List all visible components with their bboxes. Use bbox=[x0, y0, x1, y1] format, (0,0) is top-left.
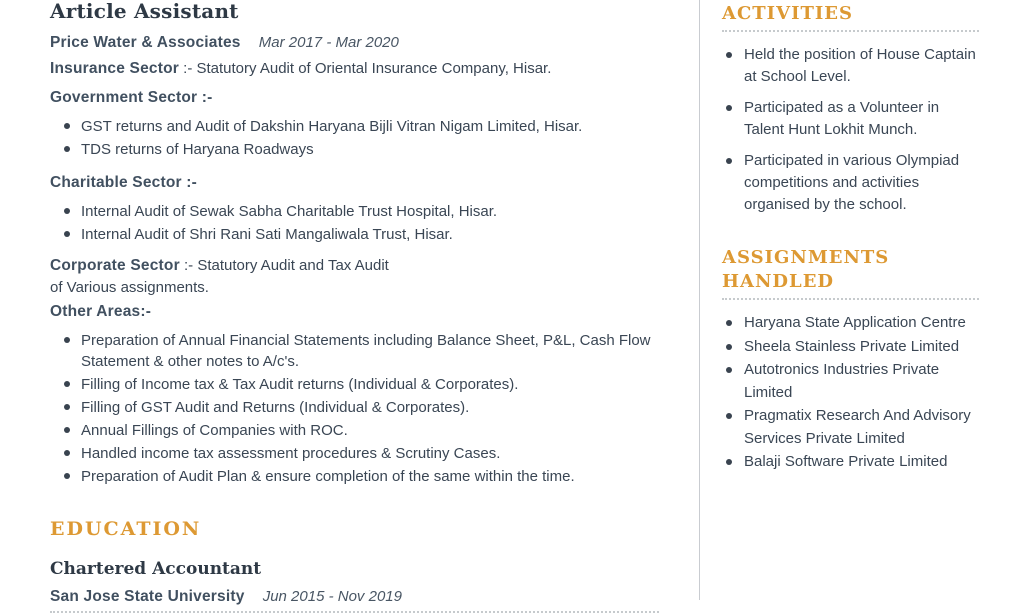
activities-bullet-list bbox=[722, 44, 979, 216]
list-item: Handled income tax assessment procedures & Scrutiny Cases. bbox=[64, 443, 659, 464]
corporate-sector-label: Corporate Sector bbox=[50, 257, 180, 274]
assignments-heading: ASSIGNMENTS HANDLED bbox=[722, 247, 890, 292]
assignments-section bbox=[722, 246, 979, 474]
activities-section bbox=[722, 2, 979, 216]
company-line bbox=[50, 32, 659, 53]
activities-divider bbox=[722, 30, 979, 32]
school-name: San Jose State University bbox=[50, 588, 245, 605]
corporate-sector-text-line2: of Various assignments. bbox=[50, 279, 209, 296]
charitable-sector-label: Charitable Sector :- bbox=[50, 174, 197, 191]
assignments-bullet-list bbox=[722, 312, 979, 474]
corporate-sector-line bbox=[50, 255, 659, 299]
activities-heading: ACTIVITIES bbox=[722, 3, 854, 24]
experience-section bbox=[50, 0, 659, 487]
list-item: Pragmatix Research And Advisory Services Private Limited bbox=[726, 405, 979, 450]
list-item: Preparation of Annual Financial Statements including Balance Sheet, P&L, Cash Flow Statement & other notes to A/c's. bbox=[64, 330, 659, 372]
list-item: Annual Fillings of Companies with ROC. bbox=[64, 420, 659, 441]
list-item: Filling of GST Audit and Returns (Individual & Corporates). bbox=[64, 397, 659, 418]
insurance-sector-label: Insurance Sector bbox=[50, 60, 179, 77]
list-item: Filling of Income tax & Tax Audit returns (Individual & Corporates). bbox=[64, 374, 659, 395]
list-item: Held the position of House Captain at School Level. bbox=[726, 44, 979, 88]
list-item: Participated as a Volunteer in Talent Hunt Lokhit Munch. bbox=[726, 97, 979, 141]
company-name: Price Water & Associates bbox=[50, 34, 241, 51]
school-line bbox=[50, 586, 659, 607]
education-section bbox=[50, 517, 659, 613]
sidebar-column bbox=[700, 0, 1024, 600]
government-sector-label: Government Sector :- bbox=[50, 89, 213, 106]
education-heading: EDUCATION bbox=[50, 518, 202, 540]
list-item: Sheela Stainless Private Limited bbox=[726, 336, 979, 359]
government-bullet-list bbox=[50, 116, 659, 160]
list-item: TDS returns of Haryana Roadways bbox=[64, 139, 659, 160]
charitable-bullet-list bbox=[50, 201, 659, 245]
list-item: Participated in various Olympiad competitions and activities organised by the school. bbox=[726, 150, 979, 216]
other-areas-bullet-list bbox=[50, 330, 659, 487]
experience-dates: Mar 2017 - Mar 2020 bbox=[258, 34, 399, 51]
list-item: Internal Audit of Sewak Sabha Charitable Trust Hospital, Hisar. bbox=[64, 201, 659, 222]
list-item: Autotronics Industries Private Limited bbox=[726, 359, 979, 404]
assignments-divider bbox=[722, 298, 979, 300]
list-item: Haryana State Application Centre bbox=[726, 312, 979, 335]
other-areas-label: Other Areas:- bbox=[50, 303, 152, 320]
corporate-sector-text: :- Statutory Audit and Tax Audit bbox=[183, 257, 389, 274]
job-title: Article Assistant bbox=[50, 0, 239, 23]
list-item: Preparation of Audit Plan & ensure completion of the same within the time. bbox=[64, 466, 659, 487]
insurance-sector-line bbox=[50, 58, 659, 79]
list-item: Internal Audit of Shri Rani Sati Mangaliwala Trust, Hisar. bbox=[64, 224, 659, 245]
insurance-sector-text: :- Statutory Audit of Oriental Insurance Company, Hisar. bbox=[183, 60, 552, 77]
list-item: Balaji Software Private Limited bbox=[726, 451, 979, 474]
education-dates: Jun 2015 - Nov 2019 bbox=[262, 588, 402, 605]
degree-title: Chartered Accountant bbox=[50, 559, 262, 579]
list-item: GST returns and Audit of Dakshin Haryana Bijli Vitran Nigam Limited, Hisar. bbox=[64, 116, 659, 137]
